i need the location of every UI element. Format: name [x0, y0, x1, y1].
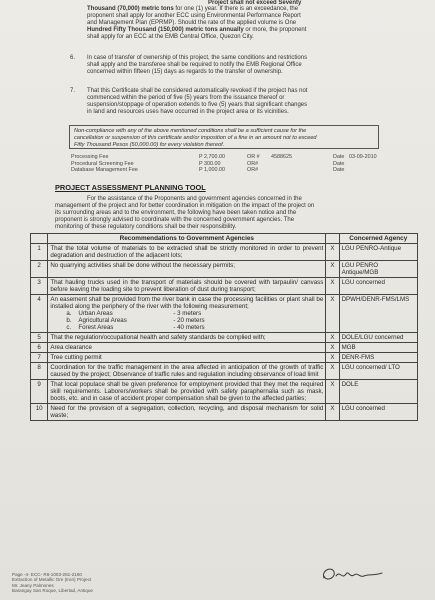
intro-line5: monitoring of these regulatory conditions shall be their responsibility. [55, 224, 237, 230]
row-number: 2 [31, 261, 48, 278]
row-number: 4 [31, 295, 48, 333]
row-mark: X [326, 333, 339, 343]
document-footer [12, 572, 93, 594]
paragraph-6-number: 6. [70, 55, 76, 61]
table-row [31, 380, 418, 404]
subitem-distance: - 40 meters [173, 324, 205, 331]
subitem-letter: c. [66, 324, 72, 331]
easement-subitem [50, 317, 323, 324]
notice-line3: Fifty Thousand Pesos (50,000.00) for every violation thereof. [74, 142, 225, 148]
section-title: PROJECT ASSESSMENT PLANNING TOOL [55, 183, 206, 192]
subitem-distance: - 3 meters [173, 310, 202, 317]
top-paragraph-line5: shall apply for an ECC at the EMB Central Office, Quezon City. [87, 34, 254, 40]
row-agency: LGU concerned [339, 404, 417, 421]
row-recommendation: That the total volume of materials to be extracted shall be strictly monitored in order to prevent degradation and destruction of the adjacent lots; [48, 244, 326, 261]
row-agency: DPWH/DENR-FMS/LMS [339, 295, 417, 333]
row-mark: X [326, 295, 339, 333]
subitem-distance: - 20 meters [173, 317, 205, 324]
row-mark: X [326, 380, 339, 404]
table-header-row [31, 234, 418, 244]
intro-line1: For the assistance of the Proponents and government agencies concerned in the [87, 196, 302, 202]
fee-amount: P 2,700.00 [199, 154, 225, 160]
row-recommendation-with-subitems [48, 295, 326, 333]
fee-or-label: OR# [247, 160, 259, 167]
header-recommendations: Recommendations to Government Agencies [48, 234, 326, 244]
row-agency: MGB [339, 343, 417, 353]
table-row [31, 333, 418, 343]
header-concerned-agency: Concerned Agency [339, 234, 417, 244]
subitem-area: Urban Areas [78, 310, 113, 317]
table-row [31, 295, 418, 333]
row-number: 10 [31, 404, 48, 421]
paragraph-7-line1: That this Certificate shall be considered automatically revoked if the project has not [87, 88, 308, 94]
intro-line4: proponent is strongly advised to coordinate with the concerned government agencies. The [55, 217, 295, 223]
row-agency: DENR-FMS [339, 353, 417, 363]
top-paragraph-line2: proponent shall apply for another ECC using Environmental Performance Report [87, 13, 301, 19]
table-row [31, 261, 418, 278]
fee-amount: P 1,000.00 [199, 167, 225, 174]
fee-row [71, 161, 381, 168]
row-number: 7 [31, 353, 48, 363]
fees-block [71, 154, 381, 174]
fee-label: Procedural Screening Fee [71, 160, 134, 167]
table-row [31, 353, 418, 363]
non-compliance-notice [69, 125, 379, 149]
top-paragraph-line3: and Management Plan (EPRMP). Should the rate of the applied volume is One [87, 20, 297, 26]
table-row [31, 244, 418, 261]
row-mark: X [326, 278, 339, 295]
row-agency: LGU concerned/ LTO [339, 363, 417, 380]
table-row [31, 404, 418, 421]
row-recommendation: Tree cutting permit [48, 353, 326, 363]
row-agency: LGU PENRO-Antique [339, 244, 417, 261]
fee-or-number: 4588625 [271, 154, 292, 160]
table-row [31, 363, 418, 380]
row-mark: X [326, 261, 339, 278]
row-recommendation: Need for the provision of a segregation, collection, recycling, and disposal mechanism for solid waste; [48, 404, 326, 421]
row-number: 1 [31, 244, 48, 261]
footer-line2: Extraction of Metallic Ore (Iron) Project [12, 577, 92, 583]
row-mark: X [326, 343, 339, 353]
fee-or-label: OR # [247, 154, 260, 160]
row-mark: X [326, 404, 339, 421]
row-recommendation: An easement shall be provided from the river bank in case the processing facilities or plant shall be installed along the periphery of the river with the following measurement; [50, 296, 324, 310]
row-mark: X [326, 353, 339, 363]
row-agency: DOLE [339, 380, 417, 404]
top-paragraph-line1: Thousand (70,000) metric tons for one (1) year. If there is an exceedance, the [87, 6, 299, 12]
row-number: 6 [31, 343, 48, 353]
row-recommendation: Area clearance [48, 343, 326, 353]
table-row [31, 278, 418, 295]
row-mark: X [326, 363, 339, 380]
row-recommendation: No quarrying activities shall be done without the necessary permits; [48, 261, 326, 278]
intro-line3: its surrounding areas and to the environment, the following have been taken notice and the [55, 210, 297, 216]
fee-date-label: Date [333, 154, 345, 160]
row-recommendation: That the regulation/occupational health and safety standards be complied with; [48, 333, 326, 343]
row-agency: LGU concerned [339, 278, 417, 295]
row-number: 3 [31, 278, 48, 295]
fee-label: Processing Fee [71, 154, 109, 160]
paragraph-6-line1: In case of transfer of ownership of this project, the same conditions and restrictions [87, 55, 308, 61]
fee-row [71, 154, 381, 161]
subitem-letter: a. [66, 310, 72, 317]
header-mark-cell [326, 234, 339, 244]
row-recommendation: That local populace shall be given preference for employment provided that they met the required skill requirements. Laborers/workers shall be provided with safety paraphernalia such as mask, boots, etc. and in case of accident proper compensation shall be given to the affected parties; [48, 380, 326, 404]
row-number: 9 [31, 380, 48, 404]
row-recommendation: Coordination for the traffic management in the area affected in anticipation of the growth of traffic caused by the project; Observance of traffic rules and regulation including observance of load limit [48, 363, 326, 380]
subitem-letter: b. [66, 317, 72, 324]
fee-date-label: Date [333, 167, 345, 174]
notice-line1: Non-compliance with any of the above mentioned conditions shall be a sufficient cause for the [74, 128, 307, 134]
row-agency: DOLE/LGU concerned [339, 333, 417, 343]
footer-line3: Mr. Jeany Palmones [12, 582, 54, 588]
intro-line2: management of the project and for better coordination in mitigation on the impact of the project on [55, 203, 315, 209]
paragraph-7-line2: commenced within the period of five (5) years from the issuance thereof or [87, 95, 285, 101]
row-number: 5 [31, 333, 48, 343]
subitem-area: Forest Areas [78, 324, 114, 331]
footer-line1: Page -4- ECC- R6-1003-281-2160 [12, 572, 82, 577]
top-paragraph-line4: Hundred Fifty Thousand (150,000) metric tons annually or more, the proponent [87, 27, 307, 33]
fee-date-label: Date [333, 160, 345, 167]
easement-subitem [50, 310, 323, 317]
row-mark: X [326, 244, 339, 261]
subitem-area: Agricultural Areas [78, 317, 127, 324]
fee-or-label: OR# [247, 167, 259, 174]
row-recommendation: That hauling trucks used in the transport of materials should be covered with tarpaulin/ canvass before leaving the loading site to prevent liberation of dust during transport; [48, 278, 326, 295]
footer-line4: Barangay San Roque, Libertad, Antique [12, 588, 93, 594]
easement-subitem [50, 324, 323, 331]
fee-date: 03-09-2010 [349, 154, 377, 160]
paragraph-7-number: 7. [70, 88, 76, 94]
fee-amount: P 300.00 [199, 160, 221, 167]
paragraph-7-line4: in land and resources uses have occurred in the project area or its vicinities. [87, 109, 289, 115]
fee-row [71, 167, 381, 174]
row-agency: LGU PENRO Antique/MGB [339, 261, 417, 278]
recommendations-table [30, 233, 418, 421]
fee-label: Database Management Fee [71, 167, 138, 174]
row-number: 8 [31, 363, 48, 380]
table-row [31, 343, 418, 353]
notice-line2: cancellation or suspension of this certificate and/or imposition of a fine in an amount not to exceed [74, 135, 317, 141]
paragraph-6-line2: shall apply and the transferee shall be required to notify the EMB Regional Office [87, 62, 302, 68]
top-partial-line: Project shall not exceed Seventy [208, 0, 302, 6]
header-number-cell [31, 234, 48, 244]
handwritten-signature [318, 564, 388, 586]
paragraph-6-line3: concerned within fifteen (15) days as regards to the transfer of ownership. [87, 69, 283, 75]
paragraph-7-line3: suspension/stoppage of operation extends to five (5) years that significant changes [87, 102, 308, 108]
